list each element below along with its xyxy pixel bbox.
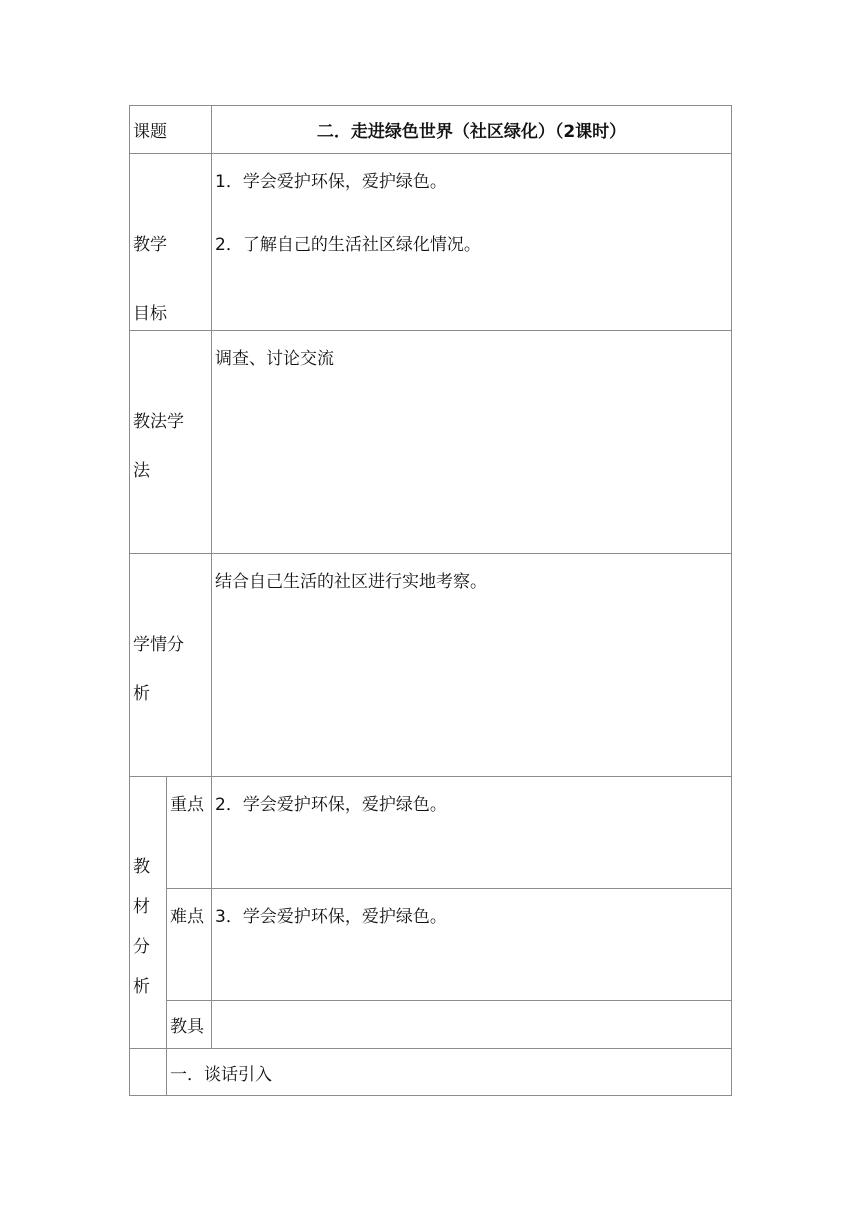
key-points-text: 2．学会爱护环保，爱护绿色。	[215, 795, 447, 815]
key-points-content	[212, 777, 732, 889]
textbook-label-char-3: 分	[133, 937, 150, 957]
row-learner	[130, 554, 732, 777]
key-points-label-cell	[167, 777, 212, 889]
methods-label-1: 教法学	[133, 412, 184, 432]
learner-label-2: 析	[133, 684, 150, 704]
learner-label-cell	[130, 554, 212, 777]
textbook-label-char-2: 材	[133, 897, 150, 917]
objectives-label-1: 教学	[133, 235, 167, 255]
textbook-label-char-4: 析	[133, 977, 150, 997]
methods-text: 调查、讨论交流	[215, 349, 334, 369]
learner-text: 结合自己生活的社区进行实地考察。	[215, 572, 487, 592]
methods-label-2: 法	[133, 461, 150, 481]
objectives-label-2: 目标	[133, 304, 167, 324]
key-points-label: 重点	[170, 795, 204, 815]
topic-label: 课题	[130, 106, 212, 154]
learner-label-1: 学情分	[133, 635, 184, 655]
objective-item-2: 2．了解自己的生活社区绿化情况。	[215, 235, 481, 255]
row-methods	[130, 331, 732, 554]
difficult-points-text: 3．学会爱护环保，爱护绿色。	[215, 907, 447, 927]
textbook-label-cell	[130, 777, 167, 1049]
row-teaching-aids	[130, 1001, 732, 1049]
lesson-plan-table	[129, 105, 732, 1096]
teaching-aids-label: 教具	[167, 1001, 212, 1049]
difficult-points-content	[212, 889, 732, 1001]
process-step-1: 一．谈话引入	[167, 1049, 732, 1096]
objectives-content	[212, 154, 732, 331]
objective-item-1: 1．学会爱护环保，爱护绿色。	[215, 172, 447, 192]
textbook-label-char-1: 教	[133, 857, 150, 877]
process-label-cell	[130, 1049, 167, 1096]
row-difficult-points	[130, 889, 732, 1001]
row-process	[130, 1049, 732, 1096]
row-key-points	[130, 777, 732, 889]
topic-title: 二．走进绿色世界（社区绿化）（2课时）	[212, 106, 732, 154]
row-topic	[130, 106, 732, 154]
row-objectives	[130, 154, 732, 331]
difficult-points-label-cell	[167, 889, 212, 1001]
methods-label-cell	[130, 331, 212, 554]
methods-content	[212, 331, 732, 554]
difficult-points-label: 难点	[170, 907, 204, 927]
teaching-aids-content	[212, 1001, 732, 1049]
objectives-label-cell	[130, 154, 212, 331]
learner-content	[212, 554, 732, 777]
